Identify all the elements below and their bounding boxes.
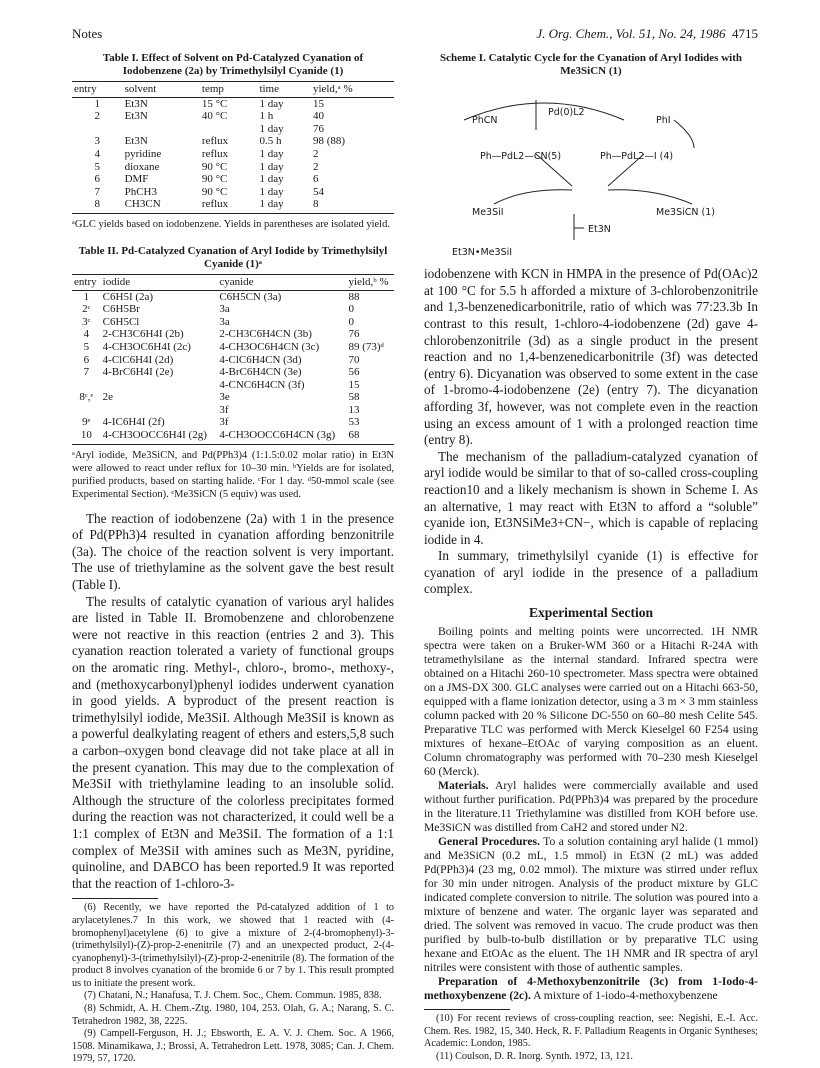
table-cell: Et3N (124, 97, 148, 110)
table-row (72, 303, 394, 316)
table-cell: Et3N (124, 135, 148, 148)
reference-6: (6) Recently, we have reported the Pd-catalyzed addition of 1 to arylacetylenes.7 In this work, we showed that 1 reacted with (4-bromophenyl)acetylene (6) to give a mixture of 2-(4-bromophenyl)-3-(trimethylsilyl)-(Z)-prop-2-enenitrile (7) and an unexpected product, 2-(4-cyanophenyl)-3-(trimethylsilyl)-(Z)-prop-2-enenitrile (8). The formation of the product 8 involves cyanation of the bromide 6 or 7 by 1. This result prompted us to initiate the present work. (72, 902, 394, 989)
table-cell: C6H5Br (102, 303, 140, 316)
table-row (72, 148, 394, 161)
table-cell: C6H5Cl (102, 315, 140, 328)
reference-7: (7) Chatani, N.; Hanafusa, T. J. Chem. Soc., Chem. Commun. 1985, 838. (84, 990, 382, 1002)
reference-8: (8) Schmidt, A. H. Chem.-Ztg. 1980, 104, 253. Olah, G. A.; Narang, S. C. Tetrahedron 1982, 38, 2225. (72, 1003, 394, 1027)
table-cell: 1 (83, 290, 90, 303)
table-cell: 1 (94, 97, 101, 110)
table-cell: 8 (72, 198, 123, 213)
table1-column-header: entry (72, 82, 123, 98)
table-cell: 90 °C (201, 160, 228, 173)
body-paragraph: The results of catalytic cyanation of various aryl halides are listed in Table II. Bromobenzene and chlorobenzene were not reactive in this reaction (entries 2 and 3). This cyanation reaction tolerated a variety of functional groups on the aromatic ring. Methyl-, chloro-, bromo-, methoxy-, and (methoxycarbonyl)phenyl iodides underwent cyanation in good yields. A byproduct of the present reaction is trimethylsilyl iodide, Me3SiI. Although Me3SiI is known as a powerful dealkylating reagent of ethers and esters,5,8 such a carbon–oxygen bond cleavage did not take place at all in the present cyanation. This may due to the complexation of Me3SiI with triethylamine leading to an insoluble solid. Although the structure of the colorless precipitates formed during the reaction was not characterized, it could well be a 1:1 complex of Et3N and Me3SiI. The formation of a 1:1 complex of Me3SiI with amines such as Me3N, pyridine, quinoline, and DABCO has been reported.9 It was reported that the reaction of 1-chloro-3- (72, 593, 394, 891)
table-cell: 3e (219, 391, 230, 404)
scheme-me3sii: Me3SiI (472, 207, 504, 218)
table-row (72, 316, 394, 329)
table2-footnote: ᵃAryl iodide, Me3SiCN, and Pd(PPh3)4 (1:1.5:0.02 molar ratio) in Et3N were allowed to react under reflux for 10–30 min. ᵇYields are for isolated, purified products, based on starting halide. ᶜFor 1 day. ᵈ50-mmol scale (see Experimental Section). ᵉMe3SiCN (5 equiv) was used. (72, 449, 394, 500)
table-cell: 2 (312, 160, 319, 173)
running-head-section: Notes (72, 26, 103, 41)
table-cell: Et3N (124, 110, 148, 123)
preparation-text: A mixture of 1-iodo-4-methoxybenzene (530, 989, 718, 1003)
preparation-heading: Preparation of 4-Methoxybenzonitrile (3c) from 1-Iodo-4-methoxybenzene (2c). (424, 975, 758, 1003)
experimental-heading: Experimental Section (528, 605, 654, 621)
table2-column-header: yield,ᵇ % (346, 274, 394, 290)
table-cell: 4-BrC6H4CN (3e) (219, 366, 302, 379)
table-cell: 90 °C (201, 185, 228, 198)
table-cell: CH3CN (123, 198, 200, 213)
table-cell: 0 (348, 303, 354, 316)
table-cell: 5 (94, 160, 101, 173)
table-cell: 4-CH3OOCC6H4I (2g) (101, 429, 218, 444)
left-column (72, 52, 394, 1066)
table-cell: 4-CH3OC6H4I (2c) (102, 340, 191, 353)
table-cell: 2ᶜ (82, 303, 91, 316)
table-cell: 40 (312, 110, 324, 123)
table-cell: 68 (346, 429, 394, 444)
table-cell: 10 (72, 429, 101, 444)
materials-heading: Materials. (438, 779, 489, 793)
table-cell: 2-CH3C6H4I (2b) (102, 328, 184, 341)
table-cell: C6H5I (2a) (102, 290, 154, 303)
table-cell: dioxane (124, 160, 160, 173)
table-cell: 88 (348, 290, 360, 303)
table-row (72, 379, 394, 392)
table1-header-row (72, 82, 394, 98)
table2-caption: Table II. Pd-Catalyzed Cyanation of Aryl Iodide by Trimethylsilyl Cyanide (1)ᵃ (78, 244, 388, 270)
table1 (72, 81, 394, 214)
scheme-intermediate-4: Ph—PdL2—I (4) (600, 151, 674, 162)
table-row (72, 328, 394, 341)
right-column (424, 52, 758, 1064)
table-cell: 3a (219, 303, 230, 316)
table-cell: 15 °C (201, 97, 228, 110)
table-cell: reflux (201, 147, 229, 160)
table-cell: 4-BrC6H4I (2e) (102, 366, 174, 379)
table-row (72, 161, 394, 174)
table1-column-header: yield,ᵃ % (311, 82, 394, 98)
table-cell: 4-CH3OOCC6H4CN (3g) (217, 429, 346, 444)
table-cell: 4-IC6H4I (2f) (102, 416, 165, 429)
table-cell (72, 404, 101, 417)
body-paragraph: The mechanism of the palladium-catalyzed cyanation of aryl iodide would be similar to that of so-called cross-coupling reaction10 and a likely mechanism is shown in Scheme I. As an alternative, 1 may react with Et3N to afford a “soluble” cyanide ion, Et3NSiMe3+CN−, which is capable of replacing iodide in 4. (424, 448, 758, 547)
table-cell: 3 (94, 135, 101, 148)
experimental-procedures (424, 835, 758, 975)
procedures-text: To a solution containing aryl halide (1 mmol) and Me3SiCN (0.2 mL, 1.5 mmol) in Et3N (2 mL) was added Pd(PPh3)4 (23 mg, 0.02 mmol). The mixture was stirred under reflux for 30 min under nitrogen. Analysis of the product mixture by GLC indicated complete conversion to nitrile. The solution was poured into a mixture of benzene and water. The organic layer was separated and dried. The solvent was removed in vacuo. The crude product was then purified by bulb-to-bulb distillation or by preparative TLC using hexane and EtOAc as the eluent. The 1H NMR and IR spectra of aryl nitriles were consistent with those of authentic samples. (424, 835, 758, 975)
table-cell: 15 (312, 97, 324, 110)
procedures-heading: General Procedures. (438, 835, 540, 849)
table-row (72, 198, 394, 213)
table2-column-header: cyanide (217, 274, 346, 290)
table1-body (72, 97, 394, 213)
table-cell (200, 123, 258, 136)
table-cell: 70 (348, 353, 360, 366)
table-cell (72, 123, 123, 136)
table-cell: 76 (312, 122, 324, 135)
right-references (424, 1013, 758, 1063)
table-cell: 6 (312, 173, 319, 186)
table-cell: 1 day (259, 173, 284, 186)
page-number: 4715 (732, 26, 758, 41)
table-cell: 8ᶜ,ᵉ (79, 391, 94, 404)
table1-footnote: ᵃGLC yields based on iodobenzene. Yields in parentheses are isolated yield. (72, 218, 390, 230)
table-cell: 1 day (259, 185, 284, 198)
table-row (72, 186, 394, 199)
table-cell: 1 h (259, 110, 274, 123)
table-cell: 53 (348, 416, 360, 429)
journal-citation: J. Org. Chem., Vol. 51, No. 24, 1986 (536, 26, 726, 41)
table2-header-row (72, 274, 394, 290)
scheme-intermediate-5: Ph—PdL2—CN(5) (480, 151, 562, 162)
table-cell: 1 day (259, 97, 284, 110)
scheme-phi: PhI (656, 115, 671, 126)
experimental-preparation (424, 975, 758, 1003)
scheme-me3sicn: Me3SiCN (1) (656, 207, 715, 218)
table-cell: 4-CNC6H4CN (3f) (219, 378, 305, 391)
table-cell: reflux (200, 198, 258, 213)
materials-text: Aryl halides were commercially available and used without further purification. Pd(PPh3)4 was prepared by the procedure in the literature.11 Triethylamine was distilled from KOH before use. Me3SiCN was distilled from CaH2 and stored under N2. (424, 779, 758, 835)
running-head-journal (536, 26, 758, 42)
table-cell: 13 (348, 403, 360, 416)
table-cell: 3f (219, 416, 229, 429)
table-cell: 1 day (259, 122, 284, 135)
table-cell: 7 (94, 185, 101, 198)
body-paragraph: iodobenzene with KCN in HMPA in the presence of Pd(OAc)2 at 100 °C for 5.5 h afforded a mixture of 3-chlorobenzonitrile and 1,3-benzenedicarbonitrile, ratio of which was 77:23.3b In contrast to this result, 1-chloro-4-iodobenzene (2d) gave 4-chlorobenzonitrile (3d) as a single product in the present reaction and no 1,4-benzenedicarbonitrile (3f) was detected (entry 6). Dicyanation was observed to some extent in the case of 1-bromo-4-iodobenzene (2e) (entry 7). The dicyanation affording 3f, however, was not complete even in the reaction using an excess amount of 1 with a prolonged reaction time (entry 8). (424, 266, 758, 448)
table-row (72, 404, 394, 417)
table-cell: PhCH3 (124, 185, 157, 198)
table-cell: 3f (219, 403, 229, 416)
table1-column-header: temp (200, 82, 258, 98)
experimental-materials (424, 779, 758, 835)
table-cell: 4-CH3OC6H4CN (3c) (219, 340, 320, 353)
table-cell: pyridine (124, 147, 162, 160)
table-cell: 5 (83, 340, 90, 353)
table-cell: 56 (348, 366, 360, 379)
table-row (72, 110, 394, 123)
table-row (72, 97, 394, 110)
experimental-section (424, 625, 758, 1003)
table-cell: 0 (348, 315, 354, 328)
left-body-text (72, 511, 394, 893)
body-paragraph: In summary, trimethylsilyl cyanide (1) is effective for cyanation of aryl iodide in the presence of a palladium complex. (424, 548, 758, 597)
scheme-complex: Et3N•Me3SiI (452, 247, 513, 258)
table-cell: 15 (348, 378, 360, 391)
experimental-general: Boiling points and melting points were uncorrected. 1H NMR spectra were taken on a Bruker-WM 360 or a Hitachi R-24A with tetramethylsilane as the internal standard. Infrared spectra were obtained on a Hitachi 260-10 spectrometer. Mass spectra were obtained on a JMS-DX 300. GLC analyses were carried out on a Hitachi 663-50, equipped with a flame ionization detector, using a 3 m × 3 mm stainless column packed with 20 % Silicone DC-550 on 60–80 mesh Celite 545. Preparative TLC was performed with Merck Kieselgel 60 F254 using mixtures of hexane–EtOAc of varying composition as an eluent. Column chromatography was performed with 70–230 mesh Kieselgel 60 (Merck). (424, 625, 758, 779)
table2 (72, 274, 394, 445)
table-cell: 98 (88) (312, 135, 346, 148)
table-cell: 90 °C (201, 173, 228, 186)
table-cell: 40 °C (201, 110, 228, 123)
table-row (72, 341, 394, 354)
table-cell: 2e (102, 391, 114, 404)
table1-column-header: solvent (123, 82, 200, 98)
scheme1-diagram (424, 78, 758, 248)
table-cell: 54 (312, 185, 324, 198)
table2-column-header: entry (72, 274, 101, 290)
table-row (72, 135, 394, 148)
table-cell: 3ᶜ (82, 315, 91, 328)
table1-column-header: time (257, 82, 311, 98)
table-cell: 2-CH3C6H4CN (3b) (219, 328, 312, 341)
table-cell: 7 (83, 366, 90, 379)
table-cell: 4 (83, 328, 90, 341)
table-cell: 0.5 h (259, 135, 282, 148)
table-cell (101, 404, 218, 417)
table-cell: 8 (311, 198, 394, 213)
table-cell: 76 (348, 328, 360, 341)
table-cell: DMF (124, 173, 149, 186)
table-cell: 1 day (259, 160, 284, 173)
table1-caption: Table I. Effect of Solvent on Pd-Catalyzed Cyanation of Iodobenzene (2a) by Trimethylsilyl Cyanide (1) (102, 52, 364, 77)
scheme1-caption: Scheme I. Catalytic Cycle for the Cyanation of Aryl Iodides with Me3SiCN (1) (440, 52, 742, 77)
table-row (72, 416, 394, 429)
footnote-rule (424, 1009, 510, 1010)
table-cell: 9ᵉ (82, 416, 91, 429)
scheme-pd0: Pd(0)L2 (548, 107, 585, 118)
footnote-rule (72, 898, 158, 899)
table-cell (123, 123, 200, 136)
table-cell: reflux (201, 135, 229, 148)
reference-10: (10) For recent reviews of cross-coupling reaction, see: Negishi, E.-I. Acc. Chem. Res. 1982, 15, 340. Heck, R. F. Palladium Reagents in Organic Syntheses; Academic: London, 1985. (424, 1013, 758, 1050)
table-cell: C6H5CN (3a) (219, 290, 282, 303)
table-cell: 3a (219, 315, 230, 328)
table-cell (72, 379, 101, 392)
table-row (72, 354, 394, 367)
table-cell: 1 day (259, 147, 284, 160)
table-cell: 89 (73)ᵈ (348, 340, 384, 353)
table-cell: 2 (94, 110, 101, 123)
reference-9: (9) Campell-Ferguson, H. J.; Ebsworth, E. A. V. J. Chem. Soc. A 1966, 1508. Minamikawa, J.; Brossi, A. Tetrahedron Lett. 1978, 3085; Can. J. Chem. 1979, 57, 1720. (72, 1028, 394, 1065)
table-cell (101, 379, 218, 392)
table-row (72, 391, 394, 404)
table-cell: 1 day (257, 198, 311, 213)
table-row (72, 290, 394, 303)
table-cell: 6 (94, 173, 101, 186)
table-cell: 58 (348, 391, 360, 404)
left-references (72, 902, 394, 1066)
body-paragraph: The reaction of iodobenzene (2a) with 1 in the presence of Pd(PPh3)4 resulted in cyanation affording benzonitrile (3a). The choice of the reaction solvent is very important. The use of triethylamine as the solvent gave the best result (Table I). (72, 510, 394, 593)
reference-11: (11) Coulson, D. R. Inorg. Synth. 1972, 13, 121. (436, 1051, 633, 1063)
scheme-phcn: PhCN (472, 115, 498, 126)
table2-body (72, 290, 394, 444)
table-cell: 4 (94, 147, 101, 160)
table-cell: 2 (312, 147, 319, 160)
table-row (72, 429, 394, 444)
table-cell: 4-ClC6H4CN (3d) (219, 353, 302, 366)
table-cell: 4-ClC6H4I (2d) (102, 353, 174, 366)
scheme-et3n: Et3N (588, 224, 611, 235)
table-cell: 6 (83, 353, 90, 366)
table-row (72, 366, 394, 379)
table-row (72, 173, 394, 186)
table2-column-header: iodide (101, 274, 218, 290)
right-body-text (424, 266, 758, 598)
table-row (72, 123, 394, 136)
